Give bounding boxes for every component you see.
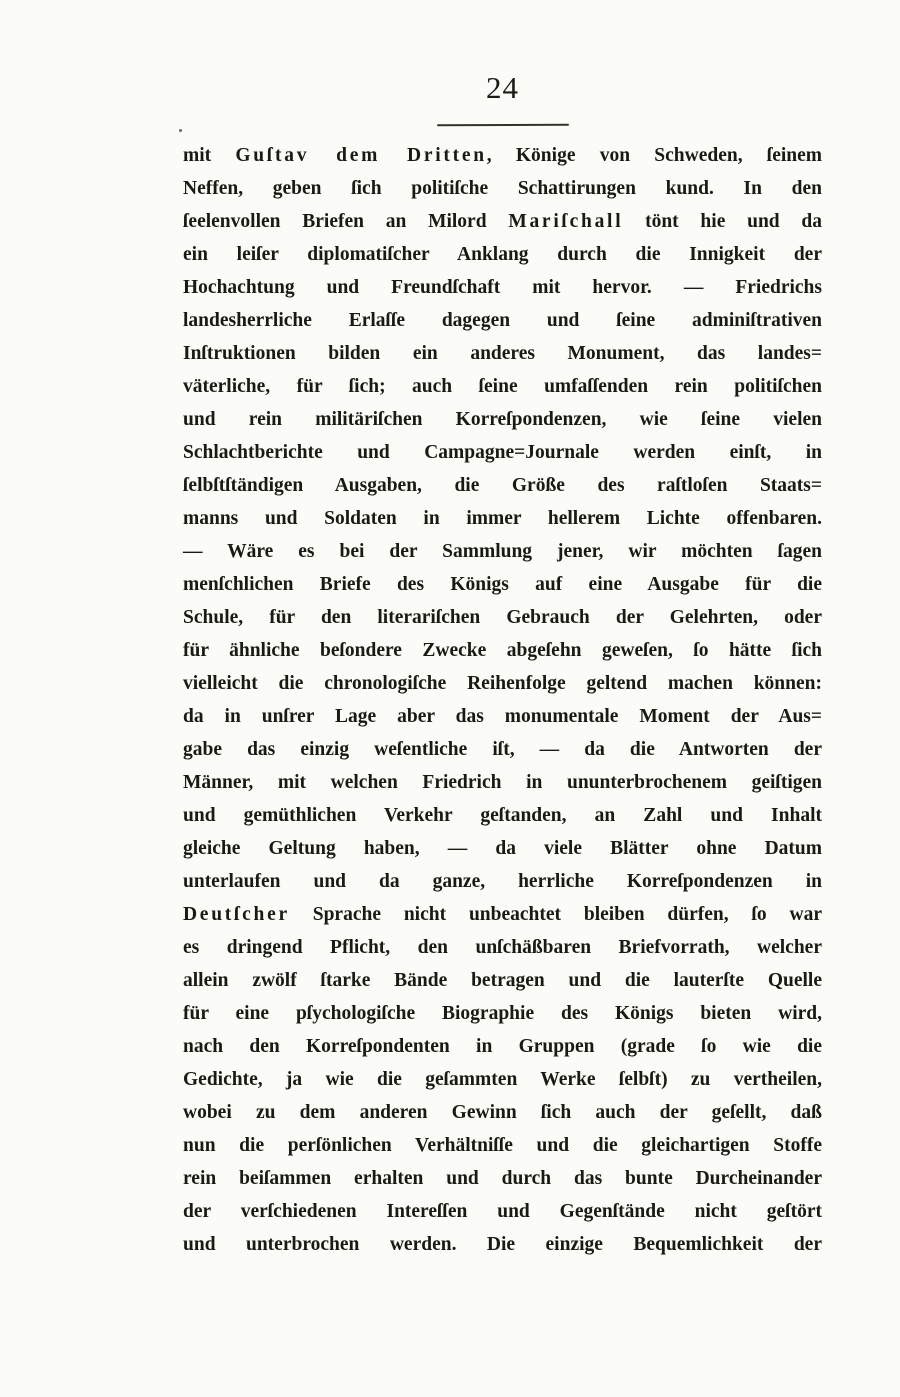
text-line xyxy=(183,238,822,271)
header-rule xyxy=(436,124,568,127)
text-line xyxy=(183,667,822,700)
text-segment: allein zwölf ſtarke Bände betragen und die lauterſte Quelle xyxy=(183,970,822,991)
letterspaced-emphasis: Mariſchall xyxy=(508,211,624,232)
text-line xyxy=(183,832,822,865)
text-line xyxy=(183,139,822,172)
text-line xyxy=(183,964,822,997)
text-line xyxy=(183,1129,822,1162)
text-line xyxy=(183,931,822,964)
text-line xyxy=(183,898,822,931)
text-segment: für eine pſychologiſche Biographie des Königs bieten wird, xyxy=(183,1003,822,1024)
text-line xyxy=(183,271,822,304)
ink-speck xyxy=(179,129,182,132)
text-segment: wobei zu dem anderen Gewinn ſich auch der geſellt, daß xyxy=(183,1102,822,1123)
text-line xyxy=(183,700,822,733)
text-segment: rein beiſammen erhalten und durch das bunte Durcheinander xyxy=(183,1168,822,1189)
text-segment: da in unſrer Lage aber das monumentale Moment der Aus= xyxy=(183,706,822,727)
text-line xyxy=(183,172,822,205)
text-segment: Gedichte, ja wie die geſammten Werke ſelbſt) zu vertheilen, xyxy=(183,1069,822,1090)
text-segment: väterliche, für ſich; auch ſeine umfaſſenden rein politiſchen xyxy=(183,376,822,397)
text-line xyxy=(183,502,822,535)
text-segment: vielleicht die chronologiſche Reihenfolge geltend machen können: xyxy=(183,673,822,694)
text-segment: der verſchiedenen Intereſſen und Gegenſtände nicht geſtört xyxy=(183,1201,822,1222)
text-segment: ſeelenvollen Briefen an Milord xyxy=(183,211,509,232)
text-segment: und gemüthlichen Verkehr geſtanden, an Zahl und Inhalt xyxy=(183,805,822,826)
text-line xyxy=(183,1030,822,1063)
text-line xyxy=(183,304,822,337)
text-segment: tönt hie und da xyxy=(623,211,822,232)
text-segment: landesherrliche Erlaſſe dagegen und ſeine adminiſtrativen xyxy=(183,310,822,331)
text-line xyxy=(183,865,822,898)
text-line xyxy=(183,634,822,667)
text-line xyxy=(183,205,822,238)
text-line xyxy=(183,370,822,403)
text-line xyxy=(183,766,822,799)
text-segment: Neffen, geben ſich politiſche Schattirungen kund. In den xyxy=(183,178,822,199)
text-line xyxy=(183,1195,822,1228)
text-line xyxy=(183,1063,822,1096)
text-segment: unterlaufen und da ganze, herrliche Korreſpondenzen in xyxy=(183,871,822,892)
text-segment: Inſtruktionen bilden ein anderes Monument, das landes= xyxy=(183,343,822,364)
text-block-lines xyxy=(183,139,822,1261)
text-line xyxy=(183,337,822,370)
text-segment: Schule, für den literariſchen Gebrauch der Gelehrten, oder xyxy=(183,607,822,628)
text-line xyxy=(183,1228,822,1261)
text-line xyxy=(183,403,822,436)
text-line xyxy=(183,997,822,1030)
text-segment: ein leiſer diplomatiſcher Anklang durch die Innigkeit der xyxy=(183,244,822,265)
text-line xyxy=(183,799,822,832)
text-line xyxy=(183,535,822,568)
text-line xyxy=(183,733,822,766)
text-segment: Hochachtung und Freundſchaft mit hervor. — Friedrichs xyxy=(183,277,822,298)
text-line xyxy=(183,1096,822,1129)
text-segment: Männer, mit welchen Friedrich in ununterbrochenem geiſtigen xyxy=(183,772,822,793)
text-segment: , Könige von Schweden, ſeinem xyxy=(486,145,823,166)
letterspaced-emphasis: Guſtav dem Dritten xyxy=(235,145,487,166)
text-line xyxy=(183,1162,822,1195)
letterspaced-emphasis: Deutſcher xyxy=(183,904,290,925)
text-segment: es dringend Pflicht, den unſchäßbaren Briefvorrath, welcher xyxy=(183,937,822,958)
text-line xyxy=(183,469,822,502)
text-segment: menſchlichen Briefe des Königs auf eine Ausgabe für die xyxy=(183,574,822,595)
text-segment: nun die perſönlichen Verhältniſſe und die gleichartigen Stoffe xyxy=(183,1135,822,1156)
text-segment: gabe das einzig weſentliche iſt, — da die Antworten der xyxy=(183,739,822,760)
text-segment: manns und Soldaten in immer hellerem Lichte offenbaren. xyxy=(183,508,822,529)
text-segment: ſelbſtſtändigen Ausgaben, die Größe des raſtloſen Staats= xyxy=(183,475,822,496)
text-segment: für ähnliche beſondere Zwecke abgeſehn geweſen, ſo hätte ſich xyxy=(183,640,822,661)
text-segment: und unterbrochen werden. Die einzige Bequemlichkeit der xyxy=(183,1234,822,1255)
page-number: 24 xyxy=(486,70,519,105)
text-line xyxy=(183,436,822,469)
text-line xyxy=(183,568,822,601)
text-segment: nach den Korreſpondenten in Gruppen (grade ſo wie die xyxy=(183,1036,822,1057)
text-segment: Sprache nicht unbeachtet bleiben dürfen, ſo war xyxy=(289,904,822,925)
text-line xyxy=(183,601,822,634)
text-segment: — Wäre es bei der Sammlung jener, wir möchten ſagen xyxy=(183,541,822,562)
text-segment: und rein militäriſchen Korreſpondenzen, wie ſeine vielen xyxy=(183,409,822,430)
text-segment: gleiche Geltung haben, — da viele Blätter ohne Datum xyxy=(183,838,822,859)
text-segment: mit xyxy=(183,145,236,166)
text-segment: Schlachtberichte und Campagne=Journale werden einſt, in xyxy=(183,442,822,463)
